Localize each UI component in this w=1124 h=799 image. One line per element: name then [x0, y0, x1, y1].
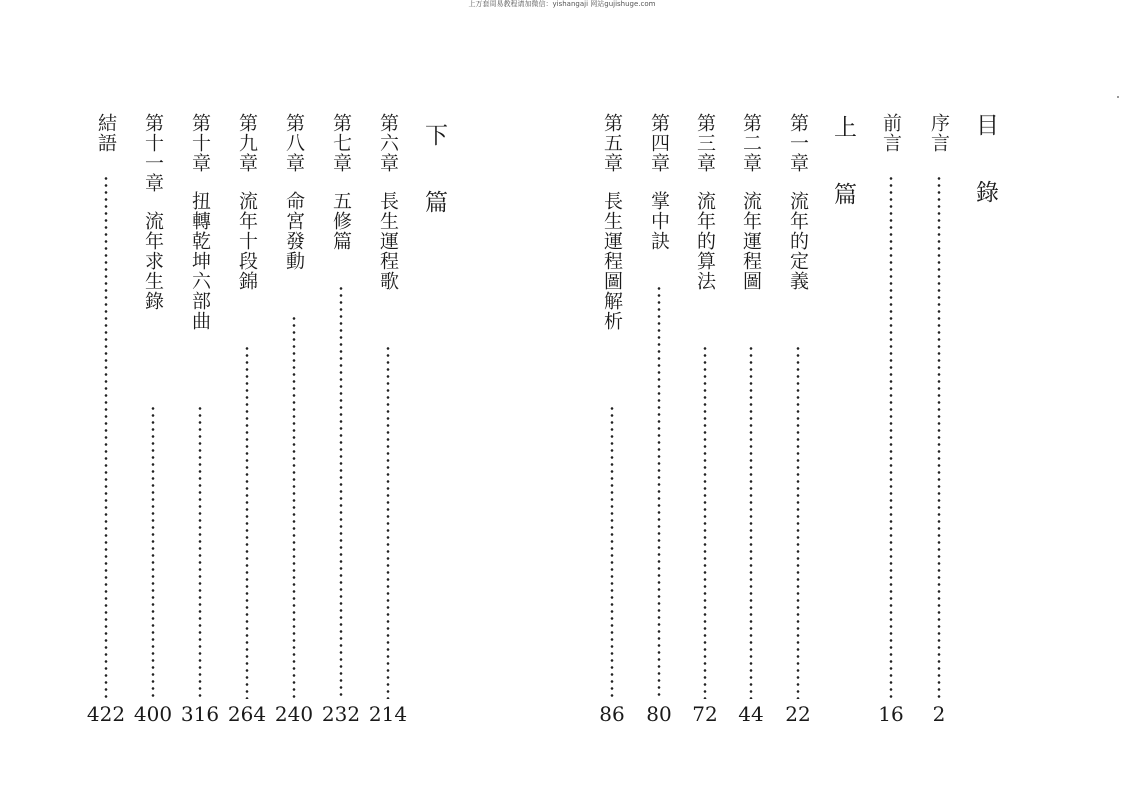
section-heading-lower: 下篇: [421, 123, 447, 257]
page-number: 2: [932, 702, 946, 726]
entry-label: 扭轉乾坤六部曲: [189, 191, 211, 331]
entry-label: 長生運程歌: [377, 191, 399, 291]
toc-title: 目錄: [972, 113, 998, 247]
dot-leader: [703, 345, 707, 699]
dot-leader: [796, 345, 800, 699]
entry-label: 序言: [928, 113, 950, 153]
entry-label: 流年的定義: [787, 191, 809, 291]
entry-label: 命宮發動: [283, 191, 305, 271]
entry-label: 流年的算法: [694, 191, 716, 291]
dot-leader: [104, 175, 108, 699]
dot-leader: [749, 345, 753, 699]
chapter-number: 第七章: [330, 113, 352, 173]
chapter-number: 第四章: [648, 113, 670, 173]
chapter-number: 第五章: [601, 113, 623, 173]
dot-leader: [151, 405, 155, 699]
page-number: 86: [599, 702, 625, 726]
dot-leader: [198, 405, 202, 699]
entry-label: 前言: [880, 113, 902, 153]
entry-label: 掌中訣: [648, 191, 670, 251]
toc-entry-epilogue[interactable]: [86, 113, 126, 726]
page-number: 72: [692, 702, 718, 726]
watermark-text: 上万套周易教程请加微信：yishangaji 网站gujishuge.com: [468, 0, 656, 8]
toc-entry-chapter-9[interactable]: [227, 113, 267, 726]
toc-entry-chapter-5[interactable]: [597, 113, 627, 725]
scan-speck: [1117, 96, 1119, 98]
chapter-number: 第二章: [740, 113, 762, 173]
page-number: 422: [86, 702, 126, 726]
toc-entry-preface[interactable]: [924, 113, 954, 725]
toc-entry-chapter-3[interactable]: [690, 113, 720, 725]
toc-entry-chapter-6[interactable]: [368, 113, 408, 726]
chapter-number: 第一章: [787, 113, 809, 173]
toc-entry-chapter-10[interactable]: [180, 113, 220, 726]
chapter-number: 第三章: [694, 113, 716, 173]
section-heading-upper: 上篇: [830, 115, 856, 249]
page-number: 214: [368, 702, 408, 726]
page-number: 240: [274, 702, 314, 726]
page-number: 400: [133, 702, 173, 726]
entry-label: 流年運程圖: [740, 191, 762, 291]
chapter-number: 第九章: [236, 113, 258, 173]
toc-entry-chapter-11[interactable]: [133, 113, 173, 726]
dot-leader: [386, 345, 390, 699]
toc-entry-chapter-4[interactable]: [644, 113, 674, 725]
page-number: 232: [321, 702, 361, 726]
chapter-number: 第六章: [377, 113, 399, 173]
page-number: 264: [227, 702, 267, 726]
page-number: 16: [878, 702, 904, 726]
dot-leader: [657, 285, 661, 699]
dot-leader: [292, 315, 296, 699]
entry-label: 流年十段錦: [236, 191, 258, 291]
chapter-number: 第十章: [189, 113, 211, 173]
entry-label: 五修篇: [330, 191, 352, 251]
toc-entry-chapter-8[interactable]: [274, 113, 314, 726]
toc-entry-chapter-1[interactable]: [783, 113, 813, 725]
toc-entry-foreword[interactable]: [876, 113, 906, 725]
dot-leader: [889, 175, 893, 699]
entry-label: 流年求生錄: [142, 211, 164, 311]
entry-label: 長生運程圖解析: [601, 191, 623, 331]
chapter-number: 第十一章: [142, 113, 164, 193]
page-number: 22: [785, 702, 811, 726]
page-number: 80: [646, 702, 672, 726]
entry-label: 結語: [95, 113, 117, 153]
dot-leader: [937, 175, 941, 699]
page-number: 44: [738, 702, 764, 726]
toc-entry-chapter-7[interactable]: [321, 113, 361, 726]
dot-leader: [339, 285, 343, 699]
page-number: 316: [180, 702, 220, 726]
dot-leader: [245, 345, 249, 699]
chapter-number: 第八章: [283, 113, 305, 173]
dot-leader: [610, 405, 614, 699]
toc-entry-chapter-2[interactable]: [736, 113, 766, 725]
